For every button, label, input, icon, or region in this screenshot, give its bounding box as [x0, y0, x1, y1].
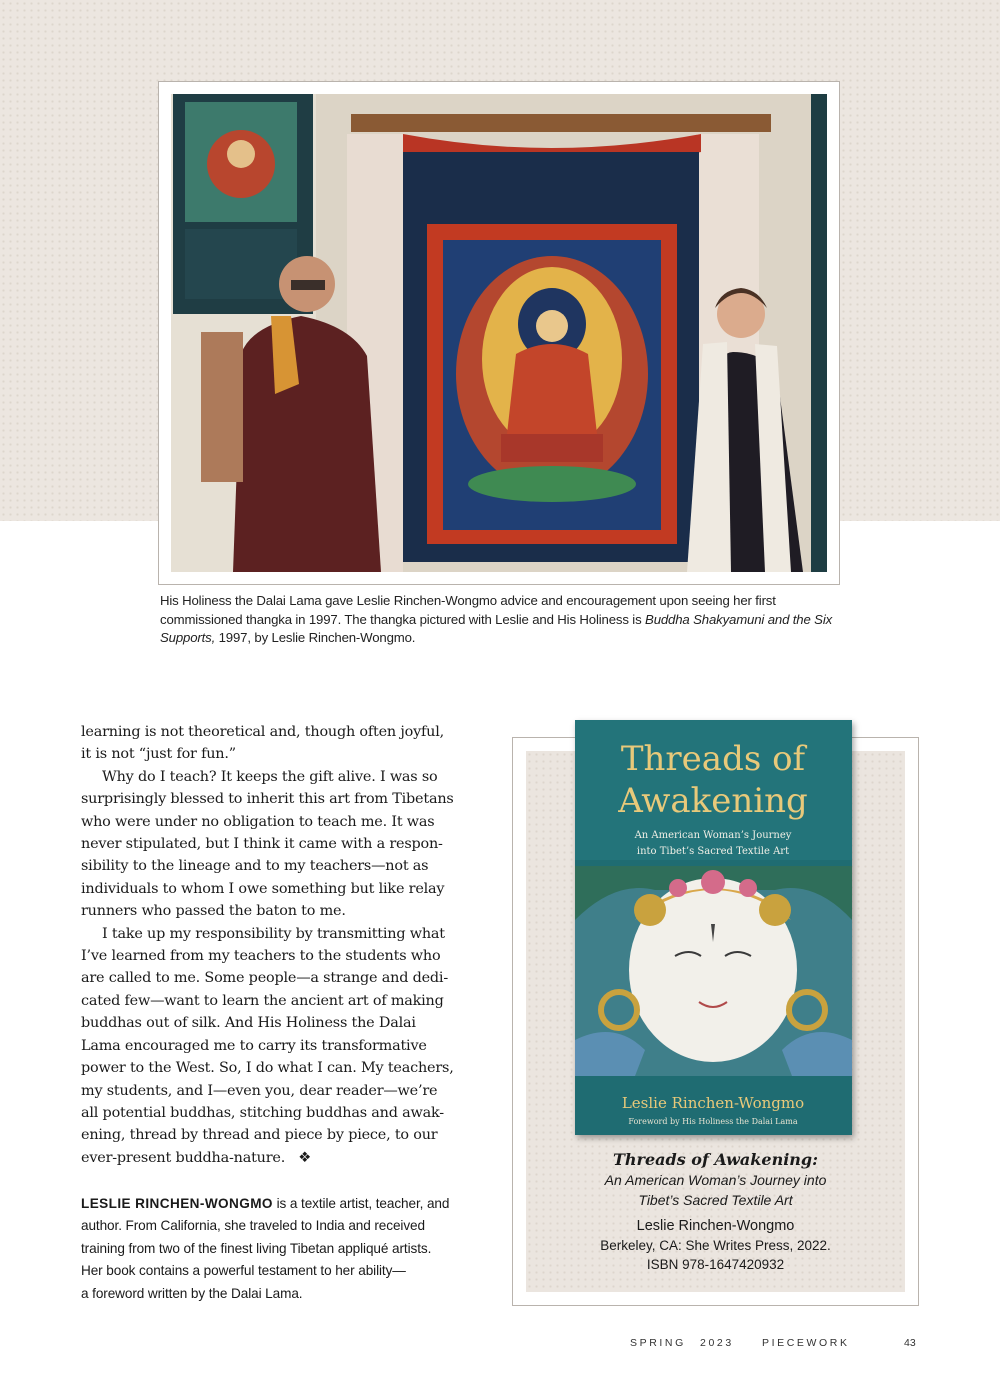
page-number: 43 — [904, 1337, 916, 1349]
cover-foreword: Foreword by His Holiness the Dalai Lama — [628, 1117, 798, 1126]
photo-frame — [158, 81, 840, 585]
cover-author: Leslie Rinchen-Wongmo — [621, 1094, 805, 1112]
book-subtitle-line1: An American Woman’s Journey into — [604, 1172, 827, 1188]
bio-text: is a textile artist, teacher, and — [272, 1196, 450, 1211]
book-details — [513, 1150, 918, 1274]
book-author: Leslie Rinchen-Wongmo — [636, 1218, 795, 1234]
caption-text: commissioned thangka in 1997. The thangka pictured with Leslie and His Holiness is — [160, 611, 646, 627]
caption-text: 1997, by Leslie Rinchen-Wongmo. — [218, 630, 416, 645]
article-line — [81, 1147, 481, 1169]
caption-artwork-title-cont: Supports, — [160, 630, 216, 645]
book-cover-art — [575, 720, 852, 1135]
caption-line — [160, 629, 850, 648]
bio-line: a foreword written by the Dalai Lama. — [81, 1285, 303, 1301]
article-line: cated few—want to learn the ancient art of making — [81, 992, 444, 1009]
article-line: individuals to whom I owe something but like relay — [81, 880, 445, 897]
article-line: runners who passed the baton to me. — [81, 903, 346, 920]
bio-line: author. From California, she traveled to India and received — [81, 1218, 425, 1234]
article-line: all potential buddhas, stitching buddhas and awak- — [81, 1104, 444, 1121]
book-cover — [575, 720, 852, 1135]
article-line: sibility to the lineage and to my teachers—not as — [81, 858, 429, 875]
article-line: ening, thread by thread and piece by piece, to our — [81, 1127, 438, 1144]
article-line: learning is not theoretical and, though often joyful, — [81, 724, 444, 740]
book-isbn: ISBN 978-1647420932 — [646, 1257, 785, 1272]
book-publisher: Berkeley, CA: She Writes Press, 2022. — [600, 1238, 831, 1253]
article-last-line: ever-present buddha-nature. — [81, 1149, 286, 1166]
article-line: who were under no obligation to teach me. It was — [81, 813, 435, 830]
photo-caption — [160, 592, 850, 648]
article-line: are called to me. Some people—a strange and dedi- — [81, 970, 448, 987]
article-line: never stipulated, but I think it came with a respon- — [81, 836, 443, 853]
end-mark-icon: ❖ — [298, 1149, 311, 1166]
book-title: Threads of Awakening: — [612, 1150, 818, 1169]
bio-line: Her book contains a powerful testament to her ability— — [81, 1263, 406, 1279]
article-line: Why do I teach? It keeps the gift alive. I was so — [102, 768, 438, 785]
author-bio — [81, 1193, 481, 1305]
footer-year: 2023 — [700, 1337, 734, 1349]
caption-line: His Holiness the Dalai Lama gave Leslie Rinchen-Wongmo advice and encouragement upon seeing her first — [160, 593, 776, 608]
article-line: power to the West. So, I do what I can. My teachers, — [81, 1060, 454, 1077]
cover-title-line2: Awakening — [618, 781, 808, 821]
article-line: my students, and I—even you, dear reader—we’re — [81, 1082, 438, 1099]
caption-line — [160, 611, 850, 630]
caption-artwork-title: Buddha Shakyamuni and the Six — [645, 611, 833, 627]
cover-subtitle-line1: An American Woman’s Journey — [634, 830, 792, 841]
footer-season: SPRING — [630, 1337, 686, 1349]
article-line: I take up my responsibility by transmitting what — [102, 925, 445, 942]
photo-dalai-lama-with-thangka — [171, 94, 827, 572]
article-line: Lama encouraged me to carry its transformative — [81, 1037, 427, 1054]
cover-subtitle-line2: into Tibet’s Sacred Textile Art — [636, 846, 790, 857]
article-body — [81, 721, 481, 1169]
book-subtitle-line2: Tibet’s Sacred Textile Art — [638, 1192, 793, 1208]
bio-line: training from two of the finest living Tibetan appliqué artists. — [81, 1240, 432, 1256]
article-line: buddhas out of silk. And His Holiness the Dalai — [81, 1015, 416, 1032]
bio-author-name: LESLIE RINCHEN-WONGMO — [81, 1196, 273, 1211]
article-line: I’ve learned from my teachers to the students who — [81, 948, 441, 965]
article-line: surprisingly blessed to inherit this art from Tibetans — [81, 791, 454, 808]
article-line: it is not “just for fun.” — [81, 746, 236, 763]
cover-title-line1: Threads of — [620, 739, 806, 779]
footer-magazine: PIECEWORK — [762, 1337, 850, 1349]
bio-line — [81, 1193, 481, 1215]
